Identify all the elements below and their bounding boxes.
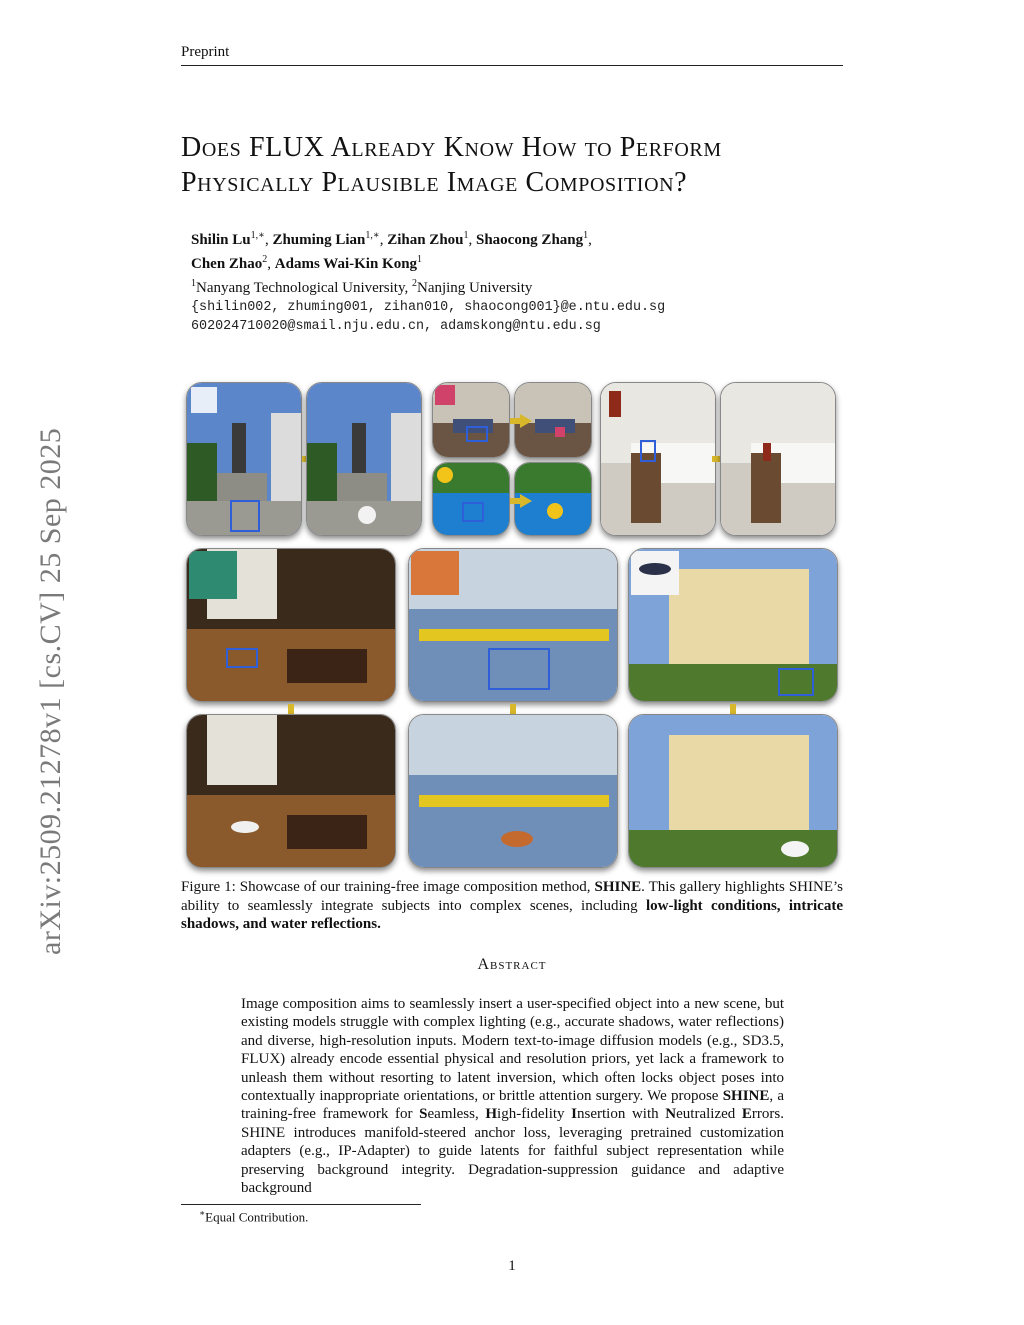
affiliations: [191, 274, 665, 298]
method-name: SHINE: [722, 1088, 770, 1105]
author-name: Shilin Lu: [191, 232, 251, 248]
church-output-image: [628, 714, 838, 868]
statue-output-image: [306, 382, 422, 536]
author-affil: 1,∗: [365, 230, 380, 241]
author-block: [191, 226, 665, 336]
affiliation-ntu: Nanyang Technological University,: [196, 280, 412, 296]
living-room-output-image: [720, 382, 836, 536]
footnote-text: Equal Contribution.: [205, 1209, 309, 1225]
affil-mark: 1: [191, 278, 196, 289]
acronym-letter: H: [485, 1106, 498, 1123]
figure-caption: [181, 878, 843, 934]
rowing-input-image: [408, 548, 618, 702]
acronym-rest: eamless,: [427, 1106, 486, 1123]
paper-title: [181, 130, 861, 200]
footnote-mark: ∗: [199, 1208, 206, 1218]
abstract-text: SHINE introduces manifold-steered anchor loss, leveraging pretrained customization adapters (e.g., IP-Adapter) to guide latents for faithful subject representation while preserving background integrity. Degradation-suppression guidance and adaptive background: [241, 1124, 784, 1197]
author-name: Zihan Zhou: [387, 232, 464, 248]
running-head: Preprint: [181, 44, 230, 60]
author-affil: 1,∗: [250, 230, 265, 241]
email-line-1: {shilin002, zhuming001, zihan010, shaocong001}@e.ntu.edu.sg: [191, 300, 666, 315]
title-line-1: Does FLUX Already Know How to Perform: [181, 132, 722, 163]
acronym-letter: I: [571, 1106, 578, 1123]
author-affil: 1: [583, 230, 589, 241]
abstract-body: [241, 995, 784, 1197]
author-name: Chen Zhao: [191, 256, 263, 272]
page-number: 1: [508, 1258, 516, 1274]
living-room-input-image: [600, 382, 716, 536]
abstract-heading: Abstract: [477, 956, 547, 973]
footnote: [199, 1208, 308, 1225]
acronym-rest: nsertion with: [577, 1106, 666, 1123]
acronym-rest: eutralized: [676, 1106, 742, 1123]
figure-gallery: [184, 380, 840, 870]
author-name: Shaocong Zhang: [476, 232, 584, 248]
arrow-right: [520, 494, 532, 508]
rowing-output-image: [408, 714, 618, 868]
author-affil: 1: [463, 230, 469, 241]
acronym-rest: igh-fidelity: [497, 1106, 572, 1123]
method-name: SHINE: [594, 879, 642, 895]
pool-input-image: [432, 462, 510, 536]
title-line-2: Physically Plausible Image Composition?: [181, 167, 688, 198]
abstract-text: , a training-free framework for: [241, 1088, 784, 1123]
arrow-right: [520, 414, 532, 428]
author-affil: 1: [417, 254, 423, 265]
caption-emphasis: low-light conditions, intricate shadows, and water reflections.: [181, 897, 843, 932]
church-input-image: [628, 548, 838, 702]
footnote-rule: [181, 1204, 421, 1205]
affiliation-nju: Nanjing University: [416, 280, 533, 296]
author-affil: 2: [262, 254, 268, 265]
header-rule: [181, 65, 843, 66]
arxiv-stamp: arXiv:2509.21278v1 [cs.CV] 25 Sep 2025: [34, 427, 67, 955]
caption-body: . This gallery highlights SHINE’s ability to seamlessly integrate subjects into complex scenes, including: [181, 879, 843, 914]
acronym-letter: N: [665, 1106, 677, 1123]
statue-input-image: [186, 382, 302, 536]
tatami-room-input-image: [186, 548, 396, 702]
author-line-1: Shilin $Lu^{1,∗}$, Zhuming Lian$^{1,∗}$, Zihan Zhou$^1$, Shaocong Zhang$^1$,: [191, 230, 592, 248]
classroom-input-image: [432, 382, 510, 458]
acronym-letter: S: [419, 1106, 428, 1123]
email-line-2: 602024710020@smail.nju.edu.cn, adamskong@ntu.edu.sg: [191, 319, 601, 334]
author-name: Zhuming Lian: [272, 232, 366, 248]
caption-label: Figure 1: Showcase of our training-free image composition method,: [181, 879, 595, 895]
author-name: Adams Wai-Kin Kong: [274, 256, 418, 272]
abstract-text: Image composition aims to seamlessly insert a user-specified object into a new scene, but existing models struggle with complex lighting (e.g., accurate shadows, water reflections) and diverse, high-resolution inputs. Modern text-to-image diffusion models (e.g., SD3.5, FLUX) already encode essential physical and resolution priors, yet lack a framework to unleash them without resorting to latent inversion, which often locks object poses into contextually inappropriate orientations, or brittle attention surgery. We propose: [241, 996, 784, 1105]
author-line-2: Chen Zhao$^2$, Adams Wai-Kin Kong$^1$: [191, 254, 423, 272]
acronym-letter: E: [741, 1106, 752, 1123]
acronym-rest: rrors.: [751, 1106, 784, 1123]
affil-mark: 2: [411, 278, 417, 289]
tatami-room-output-image: [186, 714, 396, 868]
